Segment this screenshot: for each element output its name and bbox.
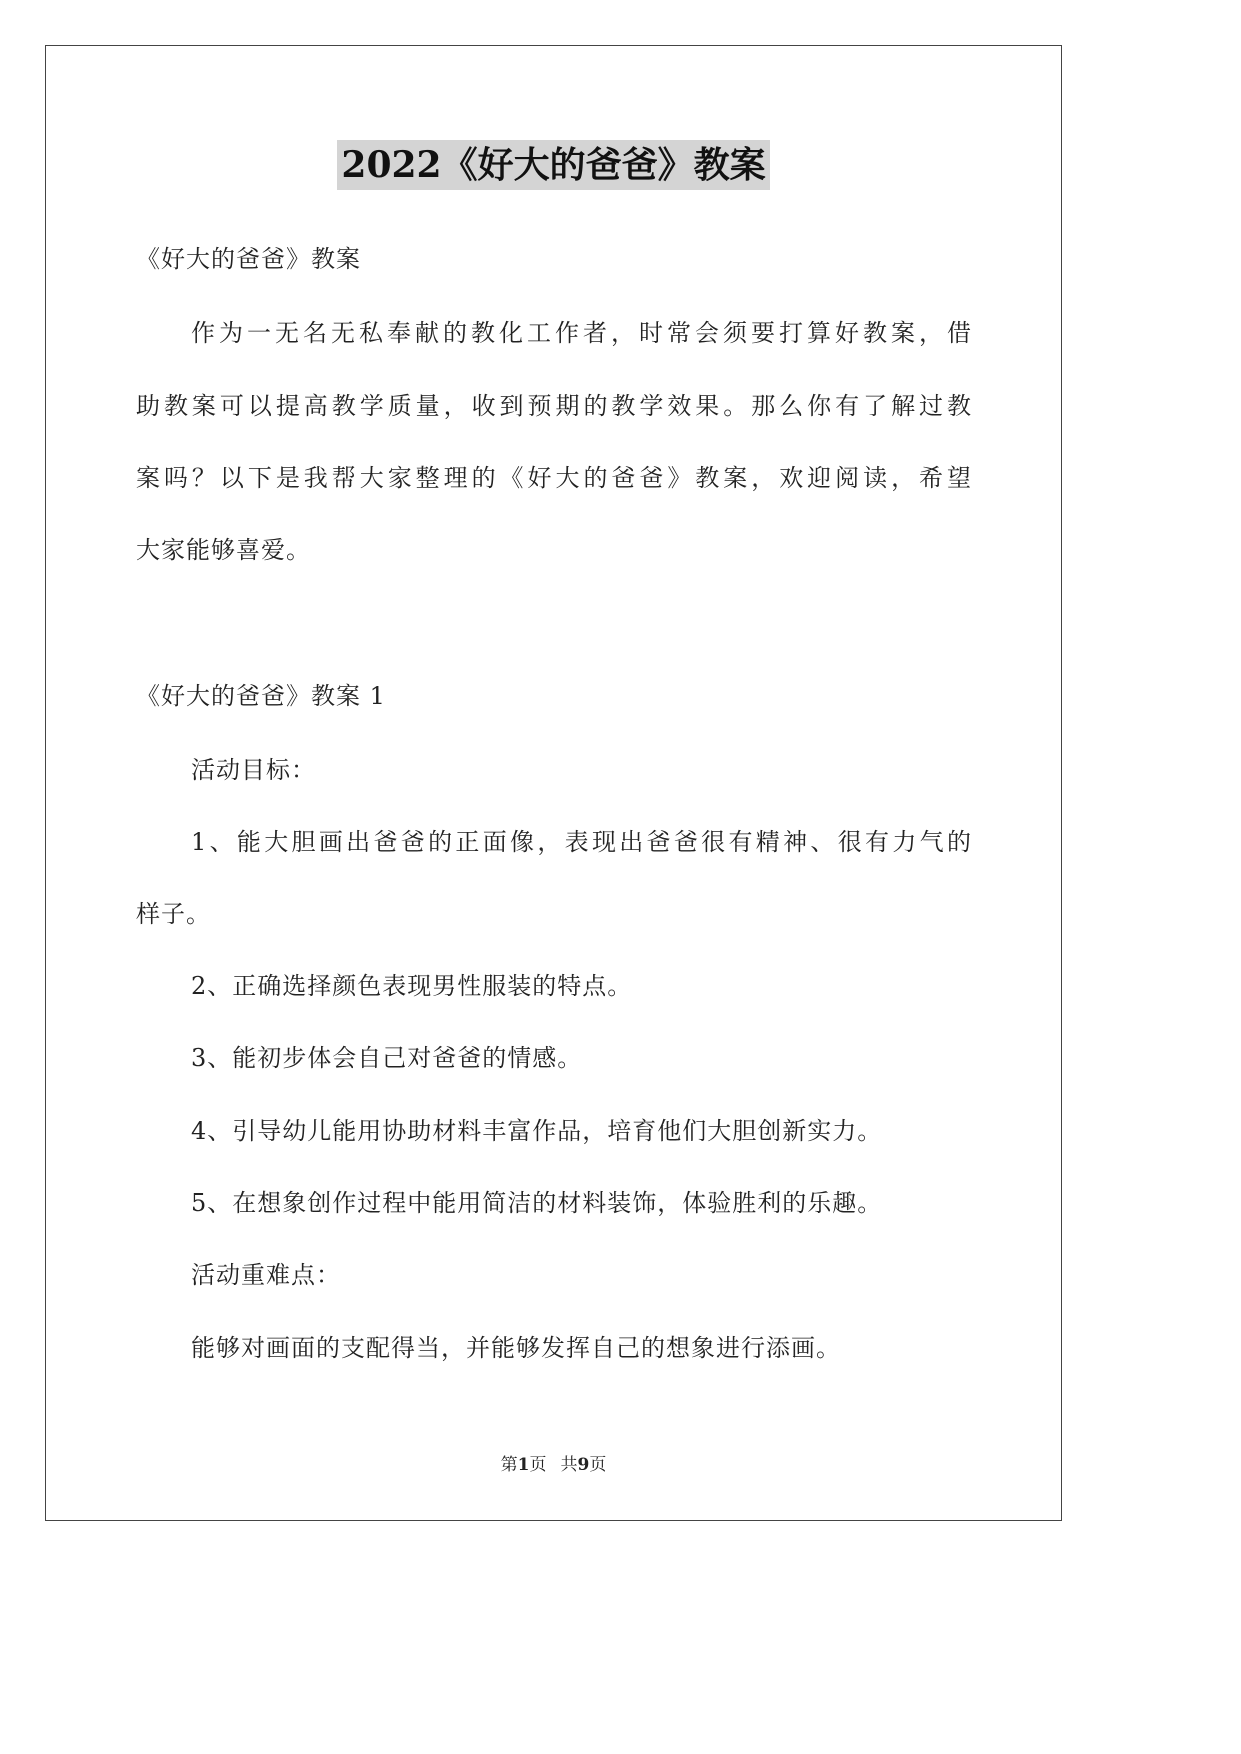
total-pages: 9 [577, 1455, 590, 1475]
section-title: 《好大的爸爸》教案 1 [136, 682, 386, 710]
key-points-text: 能够对画面的支配得当，并能够发挥自己的想象进行添画。 [191, 1334, 841, 1362]
intro-line-3: 案吗？以下是我帮大家整理的《好大的爸爸》教案，欢迎阅读，希望 [136, 464, 972, 492]
intro-line-1: 作为一无名无私奉献的教化工作者，时常会须要打算好教案，借 [191, 319, 972, 347]
intro-line-4: 大家能够喜爱。 [136, 536, 311, 564]
goal-5: 5、在想象创作过程中能用简洁的材料装饰，体验胜利的乐趣。 [191, 1189, 883, 1217]
key-points-heading: 活动重难点： [191, 1261, 341, 1289]
page-suffix: 页 [529, 1455, 547, 1475]
goal-3: 3、能初步体会自己对爸爸的情感。 [191, 1044, 583, 1072]
subtitle: 《好大的爸爸》教案 [136, 245, 361, 273]
title-container [0, 140, 1107, 190]
total-suffix: 页 [589, 1455, 607, 1475]
page-footer [0, 1453, 1107, 1477]
page-number: 1 [517, 1455, 530, 1475]
page-prefix: 第 [500, 1455, 518, 1475]
total-prefix: 共 [560, 1455, 578, 1475]
document-title: 2022《好大的爸爸》教案 [337, 140, 769, 190]
intro-line-2: 助教案可以提高教学质量，收到预期的教学效果。那么你有了解过教 [136, 392, 972, 420]
goal-2: 2、正确选择颜色表现男性服装的特点。 [191, 972, 633, 1000]
goals-heading: 活动目标： [191, 756, 316, 784]
goal-1-line-1: 1、能大胆画出爸爸的正面像，表现出爸爸很有精神、很有力气的 [191, 828, 972, 856]
goal-1-line-2: 样子。 [136, 900, 211, 928]
goal-4: 4、引导幼儿能用协助材料丰富作品，培育他们大胆创新实力。 [191, 1117, 883, 1145]
